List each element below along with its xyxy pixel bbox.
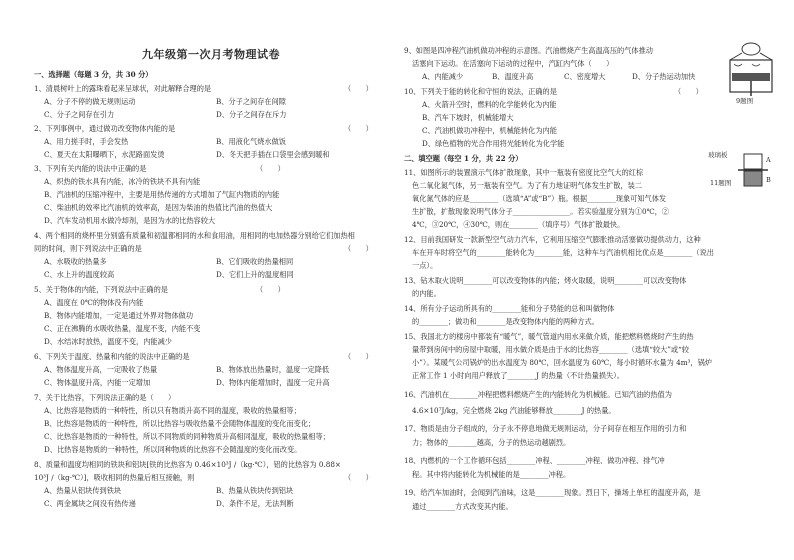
q7-option-b: B、比热容是物质的一种特性，所以比热容与吸收热量不会随物体温度的变化而变化；: [44, 419, 316, 428]
q19-line1: 19、给汽车加油时，会闻到汽油味，这是________现象。烈日下，操场上单杠的温度升高，是: [404, 488, 701, 497]
engine-diagram-figure: [722, 40, 780, 102]
q12-line3: 一点）。: [412, 261, 438, 270]
q19-line2: 通过________方式改变其内能。: [412, 502, 513, 511]
q1-option-d: D、分子之间存在斥力: [216, 110, 287, 119]
q6-option-b: B、物体放出热量时，温度一定降低: [216, 365, 330, 374]
q7-option-c: C、比热容是物质的一种特性，所以不同物质的同种物质升高相同温度，吸收的热量相等；: [44, 432, 330, 441]
q8-option-d: D、条件不足，无法判断: [216, 499, 294, 508]
fig11-caption: 11题图: [710, 179, 732, 187]
q6-answer-slot: （ ）: [344, 352, 373, 361]
q1-option-b: B、分子之间存在间隙: [216, 97, 286, 106]
q3-option-d: D、汽车发动机用水做冷却剂，是因为水的比热容较大: [44, 216, 216, 225]
q9-option-a: A、内能减少: [422, 72, 464, 81]
q3-stem: 3、下列有关内能的说法中正确的是: [34, 164, 147, 173]
q11-line3: 氧化氮气体的应是________（选填“A”或“B”）瓶。根据________现象可知气体发: [412, 194, 667, 203]
q1-option-a: A、分子不停的做无规则运动: [44, 97, 136, 106]
q15-line1: 15、我国北方的楼房中都装有“暖气”，暖气管道内用水来做介质，能把燃料燃烧时产生的热: [404, 332, 694, 341]
q16-line1: 16、汽油机在________冲程把燃料燃烧产生的内能转化为机械能。已知汽油的热值为: [404, 390, 672, 399]
q10-option-a: A、火箭升空时，燃料的化学能转化为内能: [422, 100, 557, 109]
q6-option-a: A、物体温度升高，一定吸收了热量: [44, 365, 158, 374]
q7-option-a: A、比热容是物质的一种特性，所以只有物质升高不同的温度，吸收的热量相等；: [44, 406, 301, 415]
bottle-a-icon: [744, 154, 762, 169]
q9-option-c: C、密度增大: [564, 72, 606, 81]
q15-line4: 正常工作 1 小时向用户释放了________J 的热量（不计热量损失）。: [412, 371, 624, 380]
q8-option-a: A、热量从铝块传到铁块: [44, 486, 122, 495]
q5-stem: 5、关于物体的内能，下列说法中正确的是: [34, 285, 168, 294]
q15-line3: 小”）。某暖气公司锅炉的出水温度为 80℃，回水温度为 60℃，每小时循环水量为 4m³，锅炉: [412, 358, 712, 367]
fig9-caption: 9题图: [736, 97, 754, 105]
q10-stem: 10、下列关于能的转化和守恒的说法，正确的是: [404, 87, 557, 96]
q4-option-b: B、它们吸收的热量相同: [216, 257, 294, 266]
fig11-glass-label: 玻璃板: [708, 151, 728, 159]
fig11-label-b: B: [766, 176, 771, 184]
q1-option-c: C、分子之间存在引力: [44, 110, 115, 119]
q2-stem: 2、下列事例中，通过做功改变物体内能的是: [34, 124, 176, 133]
page-title: 九年级第一次月考物理试卷: [142, 48, 280, 61]
q2-option-d: D、冬天把手插在口袋里会感到暖和: [216, 150, 330, 159]
q6-option-c: C、物体温度升高，内能一定增加: [44, 378, 151, 387]
q6-option-d: D、物体内能增加时，温度一定升高: [216, 378, 330, 387]
q5-option-a: A、温度在 0℃的物体没有内能: [44, 298, 144, 307]
piston-icon: [732, 73, 770, 81]
q7-stem: 7、关于比热容，下列说法正确的是（ ）: [34, 393, 176, 402]
q10-option-d: D、绿色植物的光合作用将光能转化为化学能: [422, 139, 565, 148]
q13-line2: 的内能。: [412, 289, 441, 298]
q14-line2: 的________；做功和________是改变物体内能的两种方式。: [412, 317, 599, 326]
q1-answer-slot: （ ）: [344, 84, 373, 93]
q13-line1: 13、钻木取火说明________可以改变物体的内能；烤火取暖，说明________可以改变物体: [404, 276, 687, 285]
q3-option-c: C、柴油机的效率比汽油机的效率高，是因为柴油的热值比汽油的热值大: [44, 203, 273, 212]
q8-option-c: C、两金属块之间没有热传递: [44, 499, 136, 508]
q12-line1: 12、目前我国研发一款新型空气动力汽车，它利用压缩空气膨胀推动活塞做功提供动力，这种: [404, 235, 701, 244]
q10-answer-slot: （ ）: [674, 87, 703, 96]
q3-option-a: A、炽热的铁水具有内能，冰冷的铁块不具有内能: [44, 177, 201, 186]
q15-line2: 量带到房间中的房屋中取暖，用水做介质是由于水的比热容________（选填“较大”或“较: [412, 345, 689, 354]
bottle-b-icon: [744, 171, 762, 186]
q6-stem: 6、下列关于温度、热量和内能的说法中正确的是: [34, 352, 190, 361]
q10-option-b: B、汽车下坡时，机械能增大: [422, 113, 514, 122]
q9-stem-line2: 活塞向下运动。在活塞向下运动的过程中，汽缸内气体（ ）: [412, 59, 614, 68]
q4-stem-line2: 同的时间，则下列说法中正确的是: [34, 244, 142, 253]
q4-stem-line1: 4、两个相同的烧杯里分别盛有质量和初温都相同的水和食用油，用相同的电加热器分别给它们加热相: [34, 231, 355, 240]
q4-option-a: A、水吸收的热量多: [44, 257, 107, 266]
q8-option-b: B、热量从铁块传到铝块: [216, 486, 294, 495]
q9-option-b: B、温度升高: [492, 72, 534, 81]
q18-line1: 18、内燃机的一个工作循环包括________冲程、________冲程、做功冲程、排气冲: [404, 456, 665, 465]
q8-stem-line2: 10³J /（kg·℃）]，吸收相同的热量后相互接触，则: [34, 473, 195, 482]
q9-stem-line1: 9、如图是四冲程汽油机做功冲程的示意图。汽油燃烧产生高温高压的气体推动: [404, 46, 653, 55]
q7-option-d: D、比热容是物质的一种特性，所以同种物质的比热容不会随温度的变化而改变。: [44, 445, 302, 454]
q8-answer-slot: （ ）: [344, 473, 373, 482]
q11-line2: 色二氧化氮气体，另一瓶装有空气。为了有力地证明气体发生扩散，装二: [412, 181, 643, 190]
q17-line2: 力；物体的________越高，分子的热运动越剧烈。: [412, 438, 571, 447]
section1-heading: 一、选择题（每题 3 分，共 30 分）: [34, 70, 153, 79]
q11-line1: 11、如图所示的装置演示气体扩散现象，其中一瓶装有密度比空气大的红棕: [404, 168, 644, 177]
q5-answer-slot: （ ）: [256, 285, 285, 294]
q2-option-c: C、夏天在太阳曝晒下，水泥路面发烫: [44, 150, 165, 159]
q11-line4: 生扩散，扩散现象说明气体分子________________。若实验温度分别为①0℃，②: [412, 207, 669, 216]
q17-line1: 17、物质是由分子组成的，分子永不停息地做无规则运动，分子间存在相互作用的引力和: [404, 424, 687, 433]
q4-option-c: C、水上升的温度较高: [44, 270, 115, 279]
q4-answer-slot: （ ）: [344, 244, 373, 253]
q14-line1: 14、所有分子运动所具有的________能和分子势能的总和叫做物体: [404, 304, 615, 313]
q9-option-d: D、分子热运动加快: [632, 72, 696, 81]
q12-line2: 车在开车时将空气的________能转化为________能，这种车与汽油机相比优点是________（说出: [412, 248, 714, 257]
fig11-label-a: A: [766, 156, 771, 164]
q5-option-b: B、物体内能增加，一定是通过外界对物体做功: [44, 311, 194, 320]
q8-stem-line1: 8、质量和温度均相同的铁块和铝块[铁的比热容为 0.46×10³J /（kg·℃），铝的比热容为 0.88×: [34, 460, 341, 469]
section2-heading: 二、填空题（每空 1 分，共 22 分）: [404, 154, 523, 163]
q11-line5: 4℃，③20℃，④30℃，则在________（填序号）气体扩散最快。: [412, 220, 625, 229]
q3-option-b: B、汽油机的压缩冲程中，主要是用热传递的方式增加了气缸内物质的内能: [44, 190, 280, 199]
q5-option-d: D、水结冰时放热，温度不变，内能减少: [44, 337, 172, 346]
q4-option-d: D、它们上升的温度相同: [216, 270, 294, 279]
q2-option-a: A、用力搓手时，手会发热: [44, 137, 129, 146]
q1-stem: 1、清晨树叶上的露珠看起来呈球状，对此解释合理的是: [34, 84, 212, 93]
q2-option-b: B、用液化气烧水做饭: [216, 137, 286, 146]
spark-plug-icon: [742, 43, 760, 55]
q16-line2: 4.6×10⁷J/kg，完全燃烧 2kg 汽油能够释放________J 的热量。: [412, 406, 616, 415]
q18-line2: 程。其中将内能转化为机械能的是________冲程。: [412, 470, 571, 479]
q2-answer-slot: （ ）: [344, 124, 373, 133]
q3-answer-slot: （ ）: [256, 164, 285, 173]
q5-option-c: C、正在沸腾的水吸收热量，温度不变，内能不变: [44, 324, 201, 333]
q10-option-c: C、汽油机做功冲程中，机械能转化为内能: [422, 126, 557, 135]
